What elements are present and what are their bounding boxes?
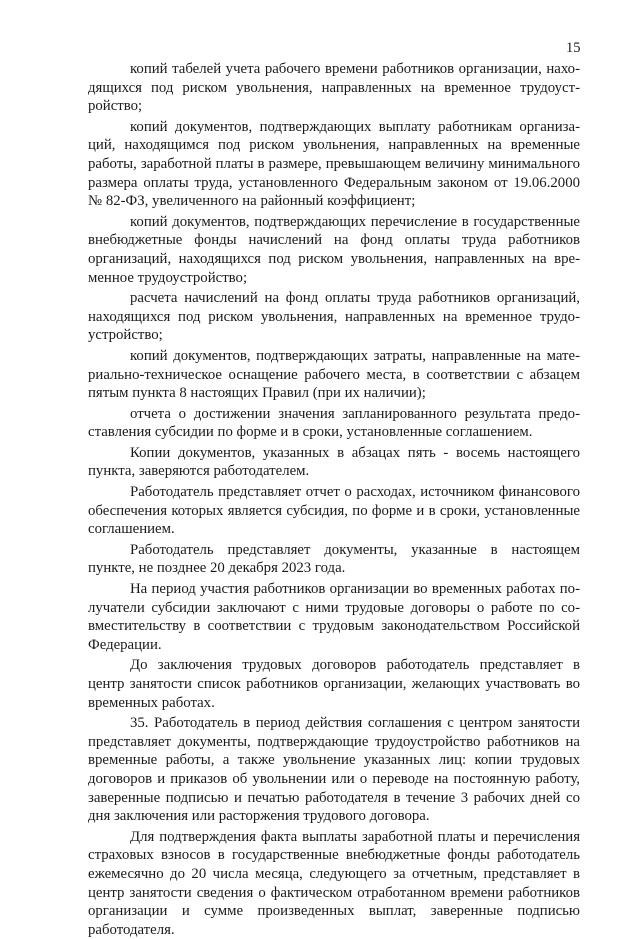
paragraph-employee-list: До заключения трудовых договоров работодатель представляет в центр занятости список работников организации, желающих участвовать во временных работах.: [88, 657, 580, 711]
paragraph-deadline: Работодатель представляет документы, указанные в настоящем пункте, не позднее 20 декабря 2023 года.: [88, 541, 580, 577]
paragraph-payment-confirmation: Для подтверждения факта выплаты заработной платы и перечисления страховых взносов в государственные внебюджетные фонды работодатель ежемесячно до 20 числа месяца, следующего за отчетным, представляет в центр занятости сведения о фактическом отработанном времени работников организации и сумме произведенных выплат, заверенные подписью работодателя.: [88, 828, 580, 938]
paragraph-accrual-calculation: расчета начислений на фонд оплаты труда работников организаций, находящихся под риском увольнения, направленных на временное трудоустройство;: [88, 290, 580, 344]
page-number: 15: [566, 40, 581, 56]
paragraph-result-report: отчета о достижении значения запланированного результата предоставления субсидии по форме и в сроки, установленные соглашением.: [88, 405, 580, 441]
paragraph-workplace-equipment: копий документов, подтверждающих затраты, направленные на материально-техническое оснащение рабочего места, в соответствии с абзацем пятым пункта 8 настоящих Правил (при их наличии);: [88, 347, 580, 402]
paragraph-clause-35: 35. Работодатель в период действия соглашения с центром занятости представляет документы, подтверждающие трудоустройство работников на временные работы, а также увольнение указанных лиц: копии трудовых договоров и приказов об увольнении или о переводе на постоянную работу, заверенные подписью и печатью работодателя в течение 3 рабочих дней со дня заключения или расторжения трудового договора.: [88, 715, 580, 825]
paragraph-fund-transfer: копий документов, подтверждающих перечисление в государственные внебюджетные фонды начислений на фонд оплаты труда работников организаций, находящихся под риском увольнения, направленных на временное трудоустройство;: [88, 213, 580, 286]
paragraph-expense-report: Работодатель представляет отчет о расходах, источником финансового обеспечения которых является субсидия, по форме и в сроки, установленные соглашением.: [88, 484, 580, 538]
paragraph-certification: Копии документов, указанных в абзацах пять - восемь настоящего пункта, заверяются работодателем.: [88, 444, 580, 480]
paragraph-timesheets: копий табелей учета рабочего времени работников организации, находящихся под риском увольнения, направленных на временное трудоустройство;: [88, 61, 580, 115]
document-body: [88, 60, 580, 939]
paragraph-employment-contracts: На период участия работников организации во временных работах получатели субсидии заключают с ними трудовые договоры о работе по совместительству в соответствии с трудовым законодательством Российской Федерации.: [88, 581, 580, 653]
paragraph-wage-payment: копий документов, подтверждающих выплату работникам организаций, находящимся под риском увольнения, направленных на временные работы, заработной платы в размере, превышающем величину минимального размера оплаты труда, установленного Федеральным законом от 19.06.2000 № 82-ФЗ, увеличенного на районный коэффициент;: [88, 118, 580, 210]
